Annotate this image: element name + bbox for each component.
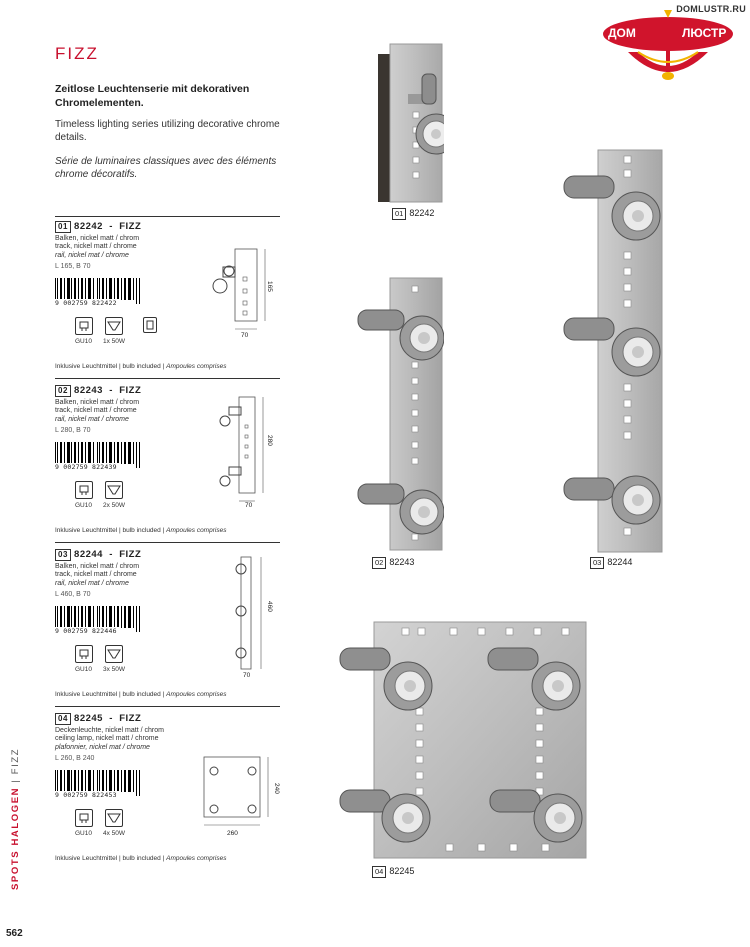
dim-height: 165	[266, 281, 273, 292]
dim-width: 70	[245, 502, 253, 509]
product-name: FIZZ	[119, 713, 142, 724]
product-entry[interactable]: 01 82242 - FIZZ Balken, nickel matt / chrom track, nickel matt / chrome rail, nickel mat / chrome L 165, B 70 9 002759 822422 GU10 1x 50W Inklusive Leuchtmittel | bulb included | Ampoules comprises 165 70	[55, 221, 280, 376]
product-code: 82245	[74, 713, 103, 724]
product-photo-82242	[378, 42, 444, 204]
intro-german: Zeitlose Leuchtenserie mit dekorativen Chromelementen.	[55, 83, 250, 109]
photo-caption: 03 82244	[590, 557, 632, 569]
chandelier-logo-icon	[598, 2, 750, 92]
bulb-label: 1x 50W	[103, 338, 126, 345]
product-number: 01	[55, 221, 71, 233]
product-number: 04	[55, 713, 71, 725]
technical-drawing	[200, 753, 280, 833]
desc-en: track, nickel matt / chrome	[55, 407, 137, 415]
page-title: FIZZ	[55, 44, 99, 63]
bulb-label: 2x 50W	[103, 502, 126, 509]
divider	[55, 542, 280, 543]
domlustr-logo[interactable]	[598, 2, 750, 92]
bulb-label: 3x 50W	[103, 666, 126, 673]
intro-english: Timeless lighting series utilizing decorative chrome details.	[55, 119, 280, 143]
photo-caption: 01 82242	[392, 208, 434, 220]
bulb-label: 4x 50W	[103, 830, 126, 837]
product-entry[interactable]: 02 82243 - FIZZ Balken, nickel matt / chrom track, nickel matt / chrome rail, nickel mat / chrome L 280, B 70 9 002759 822439 GU10 2x 50W Inklusive Leuchtmittel | bulb included | Ampoules comprises 280 70	[55, 385, 280, 540]
bulb-note: Inklusive Leuchtmittel | bulb included | Ampoules comprises	[55, 855, 227, 862]
bulb-icon	[105, 481, 123, 499]
desc-de: Balken, nickel matt / chrom	[55, 399, 140, 406]
product-entry[interactable]: 03 82244 - FIZZ Balken, nickel matt / chrom track, nickel matt / chrome rail, nickel mat / chrome L 460, B 70 9 002759 822446 GU10 3x 50W Inklusive Leuchtmittel | bulb included | Ampoules comprises 460 70	[55, 549, 280, 704]
socket-icon	[75, 317, 93, 335]
dim-height: 240	[273, 783, 280, 794]
product-dimensions: L 280, B 70	[55, 427, 91, 435]
divider	[55, 706, 280, 707]
dim-width: 260	[227, 830, 238, 837]
dim-height: 460	[266, 601, 273, 612]
product-dimensions: L 460, B 70	[55, 591, 91, 599]
technical-drawing	[215, 555, 275, 675]
bulb-note: Inklusive Leuchtmittel | bulb included | Ampoules comprises	[55, 691, 227, 698]
desc-de: Deckenleuchte, nickel matt / chrom	[55, 727, 164, 734]
product-number: 03	[55, 549, 71, 561]
technical-drawing	[205, 245, 285, 345]
product-code: 82244	[74, 549, 103, 560]
intro-french: Série de luminaires classiques avec des éléments chrome décoratifs.	[55, 156, 277, 180]
product-dimensions: L 165, B 70	[55, 263, 91, 271]
switch-icon	[143, 317, 157, 333]
desc-en: track, nickel matt / chrome	[55, 571, 137, 579]
logo-url: DOMLUSTR.RU	[676, 4, 746, 14]
desc-de: Balken, nickel matt / chrom	[55, 235, 140, 242]
product-photo-82244	[556, 148, 666, 556]
photo-caption: 02 82243	[372, 557, 414, 569]
product-name: FIZZ	[119, 221, 142, 232]
divider	[55, 216, 280, 217]
dim-width: 70	[241, 332, 249, 339]
product-name: FIZZ	[119, 549, 142, 560]
socket-icon	[75, 809, 93, 827]
desc-fr: rail, nickel mat / chrome	[55, 579, 129, 587]
product-name: FIZZ	[119, 385, 142, 396]
barcode-number: 9 002759 822422	[55, 299, 117, 307]
bulb-note: Inklusive Leuchtmittel | bulb included | Ampoules comprises	[55, 363, 227, 370]
logo-word-right: ЛЮСТР	[682, 26, 727, 40]
product-dimensions: L 260, B 240	[55, 755, 95, 763]
desc-fr: plafonnier, nickel mat / chrome	[55, 743, 150, 751]
bulb-icon	[105, 645, 123, 663]
desc-de: Balken, nickel matt / chrom	[55, 563, 140, 570]
desc-fr: rail, nickel mat / chrome	[55, 415, 129, 423]
product-code: 82243	[74, 385, 103, 396]
product-photo-82243	[348, 276, 444, 554]
dim-height: 280	[266, 435, 273, 446]
socket-label: GU10	[75, 338, 92, 345]
dim-width: 70	[243, 672, 251, 679]
product-photo-82245	[330, 618, 592, 862]
socket-label: GU10	[75, 502, 92, 509]
bulb-icon	[105, 809, 123, 827]
bulb-icon	[105, 317, 123, 335]
socket-icon	[75, 481, 93, 499]
photo-caption: 04 82245	[372, 866, 414, 878]
bulb-note: Inklusive Leuchtmittel | bulb included | Ampoules comprises	[55, 527, 227, 534]
desc-en: track, nickel matt / chrome	[55, 243, 137, 251]
desc-en: ceiling lamp, nickel matt / chrome	[55, 735, 159, 743]
divider	[55, 378, 280, 379]
socket-label: GU10	[75, 666, 92, 673]
technical-drawing	[205, 395, 285, 505]
product-entry[interactable]: 04 82245 - FIZZ Deckenleuchte, nickel matt / chrom ceiling lamp, nickel matt / chrome plafonnier, nickel mat / chrome L 260, B 240 9 002759 822453 GU10 4x 50W Inklusive Leuchtmittel | bulb included | Ampoules comprises 240 260	[55, 713, 280, 862]
product-code: 82242	[74, 221, 103, 232]
page-number: 562	[6, 928, 23, 939]
desc-fr: rail, nickel mat / chrome	[55, 251, 129, 259]
socket-label: GU10	[75, 830, 92, 837]
barcode-number: 9 002759 822446	[55, 627, 117, 635]
barcode-number: 9 002759 822439	[55, 463, 117, 471]
product-number: 02	[55, 385, 71, 397]
logo-word-left: ДОМ	[608, 26, 636, 40]
socket-icon	[75, 645, 93, 663]
barcode-number: 9 002759 822453	[55, 791, 117, 799]
side-category-label: SPOTS HALOGEN | FIZZ	[10, 747, 21, 890]
